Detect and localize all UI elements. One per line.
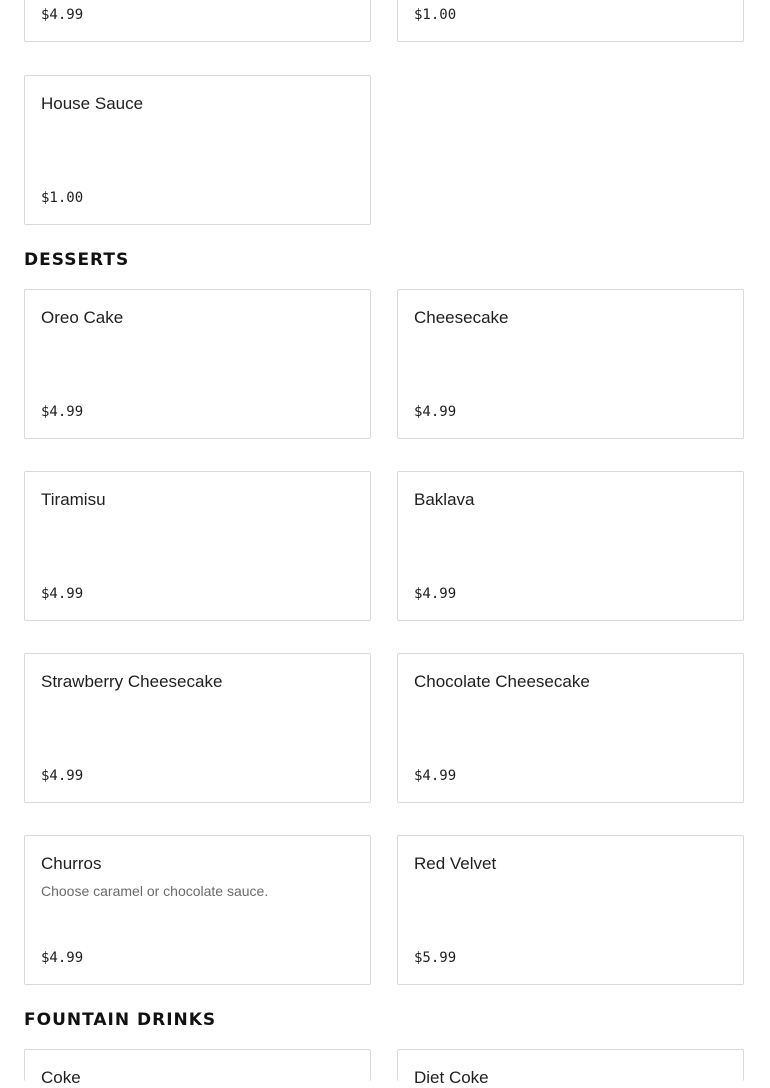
item-price: $4.99 (41, 768, 84, 784)
item-price: $1.00 (41, 190, 84, 206)
item-name: Coke (41, 1068, 81, 1087)
menu-item-card[interactable] (397, 0, 744, 42)
menu-item-card-house-sauce[interactable] (24, 75, 371, 225)
item-price: $4.99 (414, 586, 457, 602)
section-title-desserts: DESSERTS (24, 250, 130, 270)
menu-item-card-oreo-cake[interactable] (24, 289, 371, 439)
item-name: Chocolate Cheesecake (414, 672, 590, 691)
item-name: Diet Coke (414, 1068, 489, 1087)
menu-item-card-baklava[interactable] (397, 471, 744, 621)
item-price: $1.00 (414, 7, 457, 23)
menu-item-card-strawberry-cheesecake[interactable] (24, 653, 371, 803)
section-title-fountain-drinks: FOUNTAIN DRINKS (24, 1010, 217, 1030)
item-name: Red Velvet (414, 854, 497, 873)
item-price: $5.99 (414, 950, 457, 966)
item-name: House Sauce (41, 94, 144, 113)
item-name: Strawberry Cheesecake (41, 672, 223, 691)
item-price: $4.99 (41, 950, 84, 966)
item-price: $4.99 (41, 586, 84, 602)
item-name: Tiramisu (41, 490, 106, 509)
item-name: Churros (41, 854, 102, 873)
menu-item-card-chocolate-cheesecake[interactable] (397, 653, 744, 803)
menu-item-card-diet-coke[interactable] (397, 1049, 744, 1087)
item-name: Oreo Cake (41, 308, 124, 327)
menu-item-card-cheesecake[interactable] (397, 289, 744, 439)
item-description: Choose caramel or chocolate sauce. (41, 883, 269, 899)
item-price: $4.99 (414, 768, 457, 784)
menu-item-card-churros[interactable] (24, 835, 371, 985)
item-price: $4.99 (41, 404, 84, 420)
menu-item-card[interactable] (24, 0, 371, 42)
item-name: Baklava (414, 490, 475, 509)
menu-item-card-red-velvet[interactable] (397, 835, 744, 985)
item-price: $4.99 (414, 404, 457, 420)
item-price: $4.99 (41, 7, 84, 23)
menu-item-card-tiramisu[interactable] (24, 471, 371, 621)
menu-item-card-coke[interactable] (24, 1049, 371, 1087)
item-name: Cheesecake (414, 308, 509, 327)
